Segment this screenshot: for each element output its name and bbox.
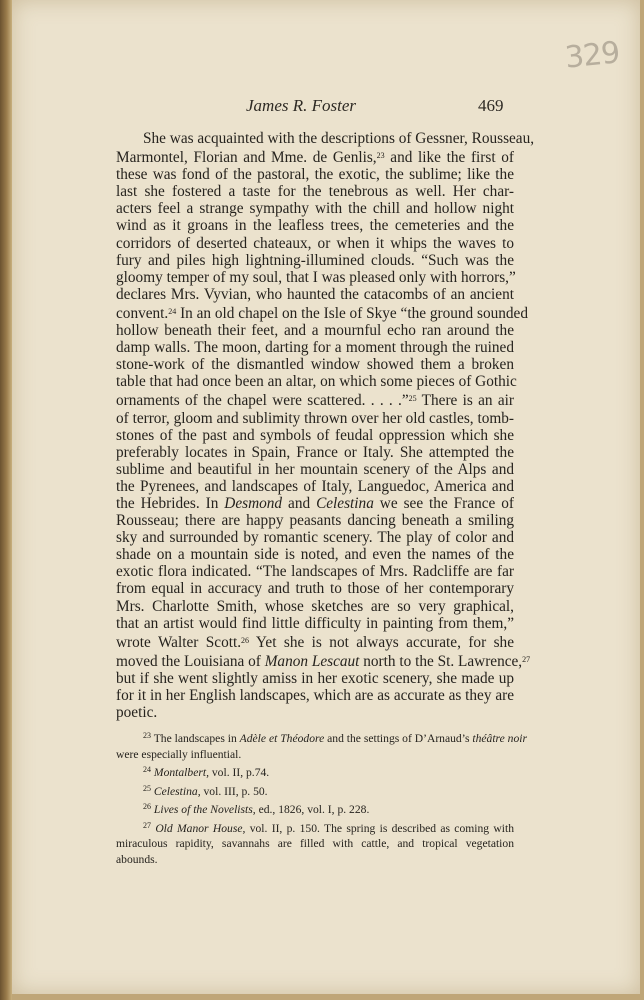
text-run: ornaments of the chapel were scattered. . . . .” (116, 392, 409, 410)
text-run: vol. II, p. 150. The spring is described as coming with (245, 821, 514, 835)
handwritten-page-annotation: 329 (563, 35, 621, 76)
text-run: ed., 1826, vol. I, p. 228. (255, 803, 370, 816)
text-run: stones of the past and symbols of feudal oppression which she (116, 426, 514, 444)
text-run: were especially influential. (116, 747, 242, 761)
footnote-reference-mark: 25 (143, 783, 151, 793)
text-run: abounds. (116, 852, 158, 866)
body-text-line (116, 303, 528, 322)
text-run: and the settings of D’Arnaud’s (324, 732, 473, 745)
text-run: declares Mrs. Vyvian, who haunted the catacombs of an ancient (116, 285, 514, 303)
text-run: but if she went slightly amiss in her exotic scenery, she made up (116, 669, 514, 687)
body-paragraph (116, 130, 535, 722)
body-text-line (116, 546, 514, 563)
footnote-reference-mark: 26 (143, 802, 151, 811)
text-run: shade on a mountain side is noted, and even the names of the (116, 546, 514, 564)
text-run: and (282, 494, 317, 512)
text-run: we see the France of (373, 494, 514, 512)
text-run: these was fond of the pastoral, the exotic, the sublime; like the (116, 166, 514, 184)
text-run: stone-work of the dismantled window showed them a broken (116, 356, 514, 374)
text-run: In an old chapel on the Isle of Skye “the ground sounded (176, 304, 528, 322)
body-text-line (116, 200, 514, 217)
text-run: moved the Louisiana of (116, 652, 265, 670)
italic-title: Manon Lescaut (264, 652, 360, 670)
text-run: poetic. (116, 704, 158, 722)
page-number: 469 (478, 96, 504, 115)
text-run: the Hebrides. In (116, 494, 225, 512)
text-run: There is an air (416, 392, 514, 410)
body-text-line (116, 427, 514, 444)
body-text-line (116, 651, 531, 670)
body-text-line (116, 512, 514, 529)
text-run: sublime and beautiful in her mountain scenery of the Alps and (116, 460, 514, 478)
text-run: Yet she is not always accurate, for she (249, 633, 514, 651)
text-run: The landscapes in (151, 732, 240, 745)
text-run: wrote Walter Scott. (116, 633, 242, 651)
body-text-line (116, 356, 514, 373)
body-text-line (116, 580, 514, 597)
text-run: corridors of deserted chateaux, or when it whips the waves to (116, 234, 514, 252)
body-text-line (116, 166, 514, 183)
text-run: exotic flora indicated. “The landscapes of Mrs. Radcliffe are far (116, 563, 514, 581)
italic-title: Desmond (224, 494, 283, 512)
text-run: preferably locates in Spain, France or Italy. She attempted the (116, 443, 514, 461)
body-text-line (116, 495, 514, 512)
footnote-reference-mark: 26 (241, 635, 250, 645)
text-run: for it in her English landscapes, which are as accurate as they are (116, 687, 514, 704)
body-text-line (116, 632, 514, 651)
body-text-line (116, 563, 514, 580)
footnote-line (116, 852, 514, 868)
text-run: and like the first of (384, 149, 514, 167)
text-run: Mrs. Charlotte Smith, whose sketches are so very graphical, (116, 597, 514, 615)
text-run: convent. (116, 304, 169, 322)
footnotes-section (116, 728, 527, 867)
body-text-line (116, 444, 514, 461)
body-text-line (116, 339, 514, 356)
body-text-line (116, 235, 514, 252)
body-text-line (116, 217, 514, 234)
text-run: of terror, gloom and sublimity thrown over her old castles, tomb- (116, 409, 514, 427)
text-run: sky and surrounded by romantic scenery. The play of color and (116, 529, 514, 547)
body-text-line (116, 269, 514, 286)
italic-title: Celestina, (153, 784, 201, 798)
text-run: Marmontel, Florian and Mme. de Genlis, (116, 149, 377, 167)
footnote-reference-mark: 24 (143, 765, 151, 774)
body-text-line (116, 373, 517, 391)
text-run: table that had once been an altar, on which some pieces of Gothic (116, 373, 517, 391)
body-text-line (116, 410, 514, 427)
footnote-reference-mark: 24 (168, 306, 177, 316)
body-text-line (116, 478, 514, 495)
footnote-reference-mark: 27 (143, 820, 151, 830)
text-run: She was acquainted with the descriptions of Gessner, Rousseau, (143, 130, 535, 147)
text-run: damp walls. The moon, darting for a moment through the ruined (116, 339, 514, 357)
italic-title: Adèle et Théodore (239, 732, 325, 745)
text-run: miraculous rapidity, savannahs are filled with cattle, and tropical vegetation (116, 837, 514, 850)
text-run: gloomy temper of my soul, that I was pleased only with horrors,” (116, 268, 516, 286)
footnote-line (116, 747, 514, 763)
body-text-line (116, 704, 514, 721)
footnote-reference-mark: 23 (143, 731, 151, 740)
footnote-line (116, 799, 514, 818)
text-run: north to the St. Lawrence, (359, 652, 523, 670)
footnote-reference-mark: 25 (408, 394, 417, 404)
footnote-line (116, 836, 514, 852)
body-text-line (116, 252, 514, 269)
body-text-line (116, 322, 514, 339)
book-binding-edge (0, 0, 12, 1000)
running-head-author: James R. Foster (246, 96, 357, 115)
italic-title: Montalbert, (153, 766, 209, 779)
text-run: fury and piles high lightning-illumined clouds. “Such was the (116, 251, 514, 269)
text-run: from equal in accuracy and truth to those of her contemporary (116, 580, 514, 598)
body-text-line (116, 615, 514, 632)
body-text-line (116, 461, 514, 478)
body-text-line (116, 670, 514, 687)
footnote-reference-mark: 27 (522, 654, 531, 664)
footnote-line (116, 781, 514, 800)
text-run: last she fostered a taste for the tenebrous as well. Her char- (116, 183, 514, 201)
text-run: acters feel a strange sympathy with the chill and hollow night (116, 200, 514, 218)
body-text-line (116, 147, 514, 166)
body-text-line (116, 390, 514, 409)
text-run: vol. III, p. 50. (200, 784, 268, 798)
body-text-line (116, 598, 514, 615)
body-text-line (116, 687, 514, 704)
body-text-line (116, 286, 514, 303)
italic-title: Lives of the Novelists, (153, 803, 256, 816)
text-run: that an artist would find little difficulty in painting from them,” (116, 614, 514, 632)
body-text-line (116, 183, 514, 200)
text-run: wind as it groans in the leafless trees, the cemeteries and the (116, 217, 514, 235)
footnote-line (116, 728, 527, 747)
body-text-line (116, 130, 535, 147)
text-run: the Pyrenees, and landscapes of Italy, Languedoc, America and (116, 477, 514, 495)
footnote-reference-mark: 23 (376, 151, 385, 161)
italic-title: Old Manor House, (155, 821, 246, 835)
text-run: Rousseau; there are happy peasants dancing beneath a smiling (116, 512, 514, 530)
text-run: vol. II, p.74. (208, 766, 270, 779)
text-run: hollow beneath their feet, and a mournful echo ran around the (116, 322, 514, 340)
footnote-line (116, 818, 514, 837)
footnote-line (116, 762, 514, 781)
italic-title: théâtre noir (472, 732, 527, 745)
italic-title: Celestina (316, 494, 374, 512)
body-text-line (116, 529, 514, 546)
